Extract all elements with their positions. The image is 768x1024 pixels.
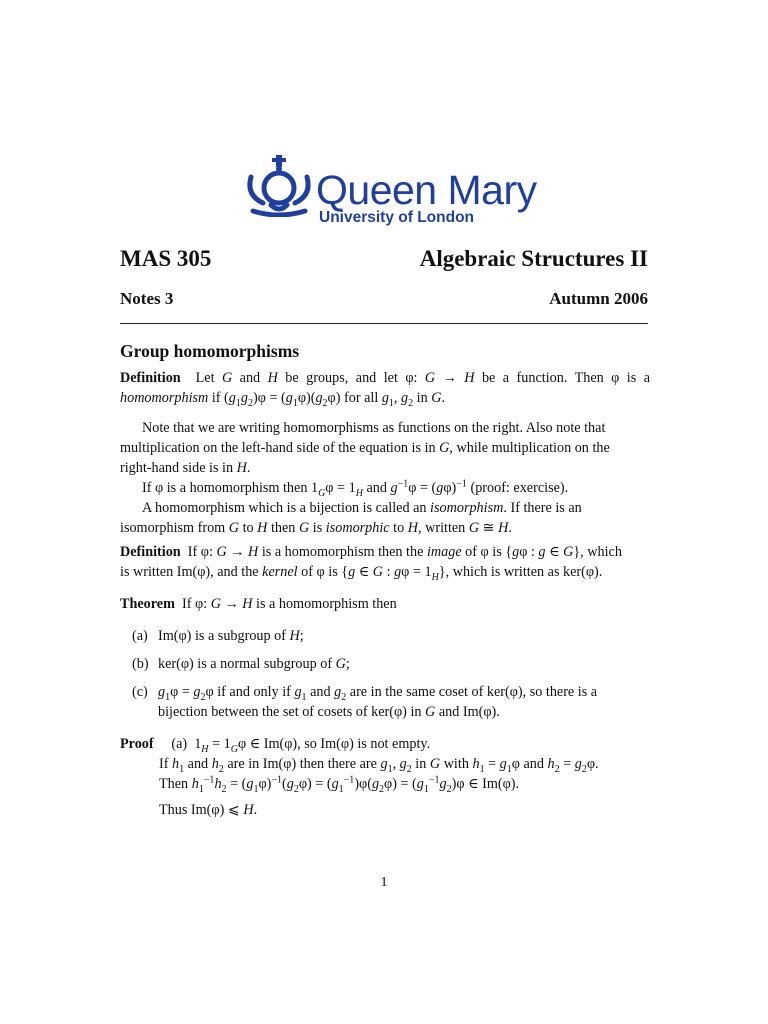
theorem-item-a: (a) Im(φ) is a subgroup of H; [132, 628, 304, 644]
notes-paragraph: Note that we are writing homomorphisms as functions on the right. Also note that multiplication on the left-hand side of the equation is in G, while multiplication on the right-hand side is in H. If φ is a homomorphism then $1_G\varphi = 1_H$ and $g^{-1}\varphi = (g\varphi)^{-1}$ (proof: exercise). A homomorphism which is a bijection is called an isomorphism. If there is an isomorphism from G to H then G is isomorphic to H, written G ≅ H. [120, 420, 610, 536]
course-title: Algebraic Structures II [419, 246, 648, 271]
theorem-item-c: (c) $g_1\varphi = g_2\varphi$ if and only if $g_1$ and $g_2$ are in the same coset of ker(φ), so there is a bijection between the set of cosets of ker(φ) in G and Im(φ). [132, 684, 598, 720]
crown-crest-icon [243, 153, 315, 217]
header-divider [120, 323, 648, 324]
university-subtitle: University of London [319, 209, 474, 226]
queen-mary-logo [243, 153, 537, 233]
theorem-item-b: (b) ker(φ) is a normal subgroup of G; [132, 656, 350, 672]
definition-image-kernel: Definition If φ: G → H is a homomorphism then the image of φ is {gφ : g ∈ G}, which is written Im(φ), and the kernel of φ is {g ∈ G : $g\varphi = 1_H$}, which is written as ker(φ). [120, 544, 622, 583]
theorem-statement: Theorem If φ: G → H is a homomorphism then [120, 596, 397, 612]
course-header [120, 246, 648, 272]
course-code: MAS 305 [120, 246, 212, 271]
proof-block: Proof (a) $1_H = 1_G\varphi$ ∈ Im(φ), so Im(φ) is not empty. If $h_1$ and $h_2$ are in Im(φ) then there are $g_1$, $g_2$ in G with $h_1 = g_1\varphi$ and $h_2 = g_2\varphi$. Then $h_1^{-1}h_2 = (g_1\varphi)^{-1}(g_2\varphi) = (g_1^{-1})\varphi(g_2\varphi) = (g_1^{-1}g_2)\varphi$ ∈ Im(φ). Thus Im(φ) ⩽ H. [120, 736, 599, 818]
notes-label: Notes 3 [120, 289, 174, 308]
section-title: Group homomorphisms [120, 341, 300, 361]
university-name: Queen Mary [316, 167, 537, 213]
term-label: Autumn 2006 [549, 289, 648, 308]
notes-header [120, 289, 648, 309]
page-number: 1 [380, 875, 388, 890]
definition-homomorphism: Definition Let G and H be groups, and let φ: G → H be a function. Then φ is a homomorphism if $(g_1g_2)\varphi = (g_1\varphi)(g_2\varphi)$ for all $g_1$, $g_2$ in G. [120, 370, 651, 409]
